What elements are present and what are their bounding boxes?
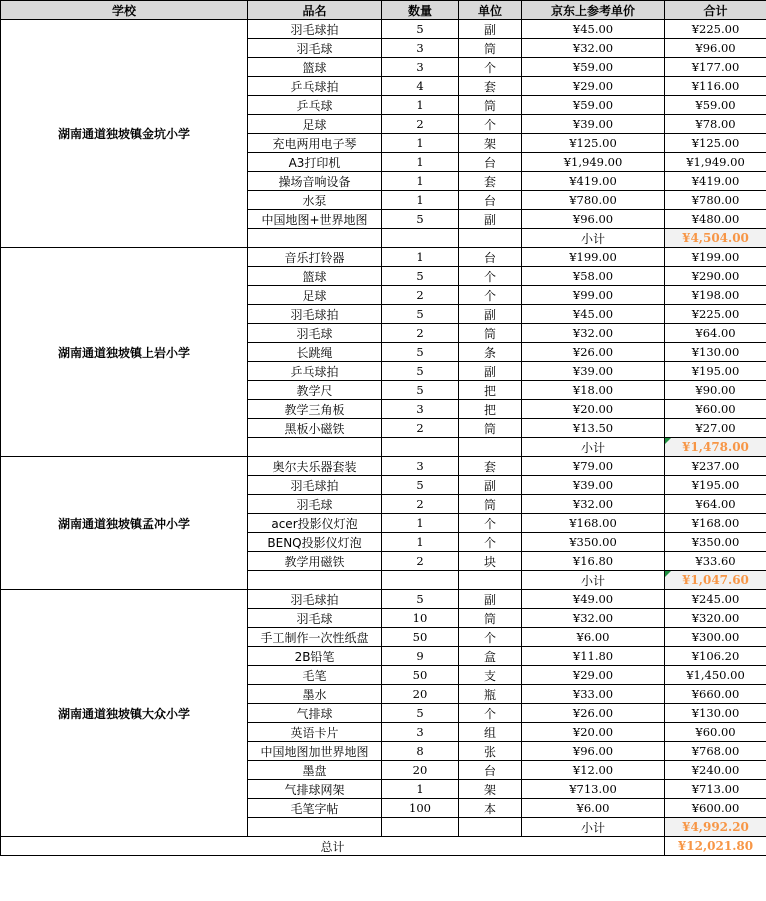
item-name-cell[interactable]: 墨水 (248, 685, 382, 704)
line-total-cell[interactable]: ¥177.00 (665, 58, 766, 77)
item-name-cell[interactable]: 气排球网架 (248, 780, 382, 799)
quantity-cell[interactable]: 9 (382, 647, 459, 666)
unit-cell[interactable]: 盒 (459, 647, 522, 666)
unit-price-cell[interactable]: ¥79.00 (522, 457, 665, 476)
unit-price-cell[interactable]: ¥780.00 (522, 191, 665, 210)
line-total-cell[interactable]: ¥480.00 (665, 210, 766, 229)
unit-price-cell[interactable]: ¥39.00 (522, 115, 665, 134)
subtotal-amount: ¥4,504.00 (682, 231, 749, 245)
subtotal-label[interactable]: 小计 (522, 229, 665, 248)
unit-cell[interactable]: 把 (459, 381, 522, 400)
empty-cell[interactable] (382, 571, 459, 590)
unit-cell[interactable]: 副 (459, 210, 522, 229)
empty-cell[interactable] (248, 229, 382, 248)
item-name-cell[interactable]: 篮球 (248, 267, 382, 286)
unit-price-cell[interactable]: ¥96.00 (522, 210, 665, 229)
unit-price-cell[interactable]: ¥6.00 (522, 799, 665, 818)
unit-cell[interactable]: 条 (459, 343, 522, 362)
subtotal-value[interactable] (665, 818, 766, 837)
line-total-cell[interactable]: ¥125.00 (665, 134, 766, 153)
unit-cell[interactable]: 本 (459, 799, 522, 818)
empty-cell[interactable] (382, 229, 459, 248)
line-total-cell[interactable]: ¥130.00 (665, 704, 766, 723)
unit-price-cell[interactable]: ¥125.00 (522, 134, 665, 153)
unit-cell[interactable]: 套 (459, 172, 522, 191)
line-total-cell[interactable]: ¥78.00 (665, 115, 766, 134)
unit-cell[interactable]: 个 (459, 115, 522, 134)
unit-cell[interactable]: 台 (459, 248, 522, 267)
line-total-cell[interactable]: ¥1,450.00 (665, 666, 766, 685)
table-row (1, 248, 766, 267)
unit-price-cell[interactable]: ¥49.00 (522, 590, 665, 609)
unit-cell[interactable]: 架 (459, 134, 522, 153)
line-total-cell[interactable]: ¥1,949.00 (665, 153, 766, 172)
quantity-cell[interactable]: 2 (382, 495, 459, 514)
unit-price-cell[interactable]: ¥713.00 (522, 780, 665, 799)
line-total-cell[interactable]: ¥350.00 (665, 533, 766, 552)
line-total-cell[interactable]: ¥198.00 (665, 286, 766, 305)
quantity-cell[interactable]: 100 (382, 799, 459, 818)
unit-cell[interactable]: 个 (459, 267, 522, 286)
unit-cell[interactable]: 个 (459, 286, 522, 305)
header-total[interactable]: 合计 (665, 1, 766, 20)
item-name-cell[interactable]: 足球 (248, 286, 382, 305)
unit-price-cell[interactable]: ¥20.00 (522, 723, 665, 742)
subtotal-label[interactable]: 小计 (522, 438, 665, 457)
quantity-cell[interactable]: 5 (382, 210, 459, 229)
unit-price-cell[interactable]: ¥33.00 (522, 685, 665, 704)
line-total-cell[interactable]: ¥60.00 (665, 723, 766, 742)
unit-price-cell[interactable]: ¥11.80 (522, 647, 665, 666)
item-name-cell[interactable]: acer投影仪灯泡 (248, 514, 382, 533)
unit-price-cell[interactable]: ¥29.00 (522, 666, 665, 685)
quantity-cell[interactable]: 3 (382, 400, 459, 419)
item-name-cell[interactable]: 手工制作一次性纸盘 (248, 628, 382, 647)
empty-cell[interactable] (459, 818, 522, 837)
unit-cell[interactable]: 副 (459, 590, 522, 609)
empty-cell[interactable] (459, 571, 522, 590)
quantity-cell[interactable]: 1 (382, 191, 459, 210)
line-total-cell[interactable]: ¥27.00 (665, 419, 766, 438)
line-total-cell[interactable]: ¥195.00 (665, 362, 766, 381)
unit-price-cell[interactable]: ¥58.00 (522, 267, 665, 286)
item-name-cell[interactable]: 黑板小磁铁 (248, 419, 382, 438)
subtotal-label[interactable]: 小计 (522, 571, 665, 590)
unit-price-cell[interactable]: ¥39.00 (522, 362, 665, 381)
unit-price-cell[interactable]: ¥99.00 (522, 286, 665, 305)
table-row (1, 457, 766, 476)
item-name-cell[interactable]: 教学用磁铁 (248, 552, 382, 571)
quantity-cell[interactable]: 5 (382, 20, 459, 39)
quantity-cell[interactable]: 1 (382, 248, 459, 267)
header-item[interactable]: 品名 (248, 1, 382, 20)
line-total-cell[interactable]: ¥419.00 (665, 172, 766, 191)
header-school[interactable]: 学校 (1, 1, 248, 20)
quantity-cell[interactable]: 2 (382, 286, 459, 305)
quantity-cell[interactable]: 2 (382, 419, 459, 438)
empty-cell[interactable] (248, 571, 382, 590)
item-name-cell[interactable]: 乒乓球 (248, 96, 382, 115)
line-total-cell[interactable]: ¥225.00 (665, 305, 766, 324)
empty-cell[interactable] (382, 818, 459, 837)
unit-price-cell[interactable]: ¥20.00 (522, 400, 665, 419)
grand-total-label[interactable]: 总计 (1, 837, 665, 856)
line-total-cell[interactable]: ¥768.00 (665, 742, 766, 761)
empty-cell[interactable] (459, 229, 522, 248)
unit-cell[interactable]: 块 (459, 552, 522, 571)
school-name-cell[interactable]: 湖南通道独坡镇金坑小学 (1, 20, 248, 248)
line-total-cell[interactable]: ¥199.00 (665, 248, 766, 267)
quantity-cell[interactable]: 1 (382, 134, 459, 153)
item-name-cell[interactable]: 羽毛球拍 (248, 590, 382, 609)
unit-price-cell[interactable]: ¥32.00 (522, 324, 665, 343)
table-row (1, 590, 766, 609)
line-total-cell[interactable]: ¥245.00 (665, 590, 766, 609)
unit-cell[interactable]: 筒 (459, 39, 522, 58)
line-total-cell[interactable]: ¥237.00 (665, 457, 766, 476)
item-name-cell[interactable]: 墨盘 (248, 761, 382, 780)
unit-price-cell[interactable]: ¥32.00 (522, 39, 665, 58)
unit-cell[interactable]: 套 (459, 77, 522, 96)
subtotal-label[interactable]: 小计 (522, 818, 665, 837)
line-total-cell[interactable]: ¥780.00 (665, 191, 766, 210)
line-total-cell[interactable]: ¥240.00 (665, 761, 766, 780)
item-name-cell[interactable]: 毛笔 (248, 666, 382, 685)
quantity-cell[interactable]: 3 (382, 58, 459, 77)
school-name-cell[interactable]: 湖南通道独坡镇大众小学 (1, 590, 248, 837)
unit-cell[interactable]: 筒 (459, 324, 522, 343)
item-name-cell[interactable]: 羽毛球拍 (248, 305, 382, 324)
item-name-cell[interactable]: 水泵 (248, 191, 382, 210)
item-name-cell[interactable]: 教学三角板 (248, 400, 382, 419)
cell-comment-marker-icon (665, 438, 671, 444)
empty-cell[interactable] (459, 438, 522, 457)
quantity-cell[interactable]: 5 (382, 381, 459, 400)
unit-price-cell[interactable]: ¥26.00 (522, 343, 665, 362)
line-total-cell[interactable]: ¥225.00 (665, 20, 766, 39)
unit-price-cell[interactable]: ¥59.00 (522, 96, 665, 115)
line-total-cell[interactable]: ¥33.60 (665, 552, 766, 571)
quantity-cell[interactable]: 5 (382, 362, 459, 381)
unit-cell[interactable]: 台 (459, 191, 522, 210)
quantity-cell[interactable]: 1 (382, 96, 459, 115)
item-name-cell[interactable]: 篮球 (248, 58, 382, 77)
unit-price-cell[interactable]: ¥1,949.00 (522, 153, 665, 172)
line-total-cell[interactable]: ¥106.20 (665, 647, 766, 666)
subtotal-value[interactable] (665, 438, 766, 457)
item-name-cell[interactable]: 乒乓球拍 (248, 77, 382, 96)
quantity-cell[interactable]: 50 (382, 628, 459, 647)
quantity-cell[interactable]: 2 (382, 115, 459, 134)
item-name-cell[interactable]: 中国地图+世界地图 (248, 210, 382, 229)
unit-cell[interactable]: 套 (459, 457, 522, 476)
quantity-cell[interactable]: 4 (382, 77, 459, 96)
cell-comment-marker-icon (665, 571, 671, 577)
line-total-cell[interactable]: ¥60.00 (665, 400, 766, 419)
line-total-cell[interactable]: ¥600.00 (665, 799, 766, 818)
unit-price-cell[interactable]: ¥419.00 (522, 172, 665, 191)
unit-cell[interactable]: 筒 (459, 495, 522, 514)
item-name-cell[interactable]: 奥尔夫乐器套装 (248, 457, 382, 476)
item-name-cell[interactable]: 羽毛球 (248, 39, 382, 58)
subtotal-amount: ¥1,047.60 (682, 573, 749, 587)
item-name-cell[interactable]: 羽毛球 (248, 495, 382, 514)
unit-cell[interactable]: 副 (459, 20, 522, 39)
quantity-cell[interactable]: 5 (382, 267, 459, 286)
unit-price-cell[interactable]: ¥59.00 (522, 58, 665, 77)
school-name-cell[interactable]: 湖南通道独坡镇孟冲小学 (1, 457, 248, 590)
item-name-cell[interactable]: 乒乓球拍 (248, 362, 382, 381)
quantity-cell[interactable]: 50 (382, 666, 459, 685)
quantity-cell[interactable]: 3 (382, 723, 459, 742)
line-total-cell[interactable]: ¥300.00 (665, 628, 766, 647)
quantity-cell[interactable]: 5 (382, 476, 459, 495)
header-price[interactable]: 京东上参考单价 (522, 1, 665, 20)
line-total-cell[interactable]: ¥168.00 (665, 514, 766, 533)
header-unit[interactable]: 单位 (459, 1, 522, 20)
line-total-cell[interactable]: ¥90.00 (665, 381, 766, 400)
empty-cell[interactable] (248, 438, 382, 457)
quantity-cell[interactable]: 1 (382, 153, 459, 172)
quantity-cell[interactable]: 5 (382, 590, 459, 609)
line-total-cell[interactable]: ¥713.00 (665, 780, 766, 799)
unit-price-cell[interactable]: ¥45.00 (522, 20, 665, 39)
empty-cell[interactable] (248, 818, 382, 837)
quantity-cell[interactable]: 2 (382, 552, 459, 571)
unit-price-cell[interactable]: ¥45.00 (522, 305, 665, 324)
unit-cell[interactable]: 台 (459, 761, 522, 780)
quantity-cell[interactable]: 10 (382, 609, 459, 628)
unit-price-cell[interactable]: ¥96.00 (522, 742, 665, 761)
unit-cell[interactable]: 副 (459, 305, 522, 324)
item-name-cell[interactable]: 教学尺 (248, 381, 382, 400)
unit-cell[interactable]: 瓶 (459, 685, 522, 704)
unit-cell[interactable]: 筒 (459, 609, 522, 628)
grand-total-row (1, 837, 766, 856)
quantity-cell[interactable]: 2 (382, 324, 459, 343)
unit-cell[interactable]: 个 (459, 533, 522, 552)
item-name-cell[interactable]: 足球 (248, 115, 382, 134)
subtotal-amount: ¥1,478.00 (682, 440, 749, 454)
item-name-cell[interactable]: 操场音响设备 (248, 172, 382, 191)
unit-cell[interactable]: 筒 (459, 96, 522, 115)
unit-price-cell[interactable]: ¥39.00 (522, 476, 665, 495)
quantity-cell[interactable]: 8 (382, 742, 459, 761)
school-name-cell[interactable]: 湖南通道独坡镇上岩小学 (1, 248, 248, 457)
quantity-cell[interactable]: 1 (382, 514, 459, 533)
line-total-cell[interactable]: ¥130.00 (665, 343, 766, 362)
header-row (1, 1, 766, 20)
item-name-cell[interactable]: 羽毛球拍 (248, 20, 382, 39)
unit-cell[interactable]: 个 (459, 704, 522, 723)
table-body (1, 20, 766, 837)
unit-cell[interactable]: 副 (459, 476, 522, 495)
unit-cell[interactable]: 台 (459, 153, 522, 172)
item-name-cell[interactable]: 羽毛球 (248, 324, 382, 343)
unit-price-cell[interactable]: ¥32.00 (522, 609, 665, 628)
unit-price-cell[interactable]: ¥168.00 (522, 514, 665, 533)
quantity-cell[interactable]: 3 (382, 39, 459, 58)
unit-cell[interactable]: 张 (459, 742, 522, 761)
line-total-cell[interactable]: ¥64.00 (665, 495, 766, 514)
item-name-cell[interactable]: 羽毛球 (248, 609, 382, 628)
subtotal-value[interactable] (665, 229, 766, 248)
item-name-cell[interactable]: 音乐打铃器 (248, 248, 382, 267)
unit-price-cell[interactable]: ¥18.00 (522, 381, 665, 400)
line-total-cell[interactable]: ¥195.00 (665, 476, 766, 495)
unit-cell[interactable]: 个 (459, 628, 522, 647)
line-total-cell[interactable]: ¥116.00 (665, 77, 766, 96)
unit-price-cell[interactable]: ¥6.00 (522, 628, 665, 647)
subtotal-amount: ¥4,992.20 (682, 820, 749, 834)
unit-price-cell[interactable]: ¥16.80 (522, 552, 665, 571)
quantity-cell[interactable]: 1 (382, 533, 459, 552)
quantity-cell[interactable]: 20 (382, 685, 459, 704)
item-name-cell[interactable]: 中国地图加世界地图 (248, 742, 382, 761)
line-total-cell[interactable]: ¥660.00 (665, 685, 766, 704)
unit-cell[interactable]: 把 (459, 400, 522, 419)
line-total-cell[interactable]: ¥320.00 (665, 609, 766, 628)
item-name-cell[interactable]: 羽毛球拍 (248, 476, 382, 495)
unit-cell[interactable]: 架 (459, 780, 522, 799)
line-total-cell[interactable]: ¥290.00 (665, 267, 766, 286)
quantity-cell[interactable]: 5 (382, 704, 459, 723)
quantity-cell[interactable]: 5 (382, 305, 459, 324)
unit-price-cell[interactable]: ¥29.00 (522, 77, 665, 96)
unit-cell[interactable]: 副 (459, 362, 522, 381)
unit-cell[interactable]: 筒 (459, 419, 522, 438)
quantity-cell[interactable]: 1 (382, 780, 459, 799)
subtotal-value[interactable] (665, 571, 766, 590)
item-name-cell[interactable]: 毛笔字帖 (248, 799, 382, 818)
unit-price-cell[interactable]: ¥32.00 (522, 495, 665, 514)
empty-cell[interactable] (382, 438, 459, 457)
item-name-cell[interactable]: A3打印机 (248, 153, 382, 172)
unit-cell[interactable]: 组 (459, 723, 522, 742)
line-total-cell[interactable]: ¥96.00 (665, 39, 766, 58)
item-name-cell[interactable]: BENQ投影仪灯泡 (248, 533, 382, 552)
unit-cell[interactable]: 个 (459, 58, 522, 77)
quantity-cell[interactable]: 1 (382, 172, 459, 191)
unit-cell[interactable]: 支 (459, 666, 522, 685)
quantity-cell[interactable]: 3 (382, 457, 459, 476)
item-name-cell[interactable]: 气排球 (248, 704, 382, 723)
quantity-cell[interactable]: 20 (382, 761, 459, 780)
item-name-cell[interactable]: 充电两用电子琴 (248, 134, 382, 153)
quantity-cell[interactable]: 5 (382, 343, 459, 362)
line-total-cell[interactable]: ¥59.00 (665, 96, 766, 115)
unit-price-cell[interactable]: ¥199.00 (522, 248, 665, 267)
unit-price-cell[interactable]: ¥13.50 (522, 419, 665, 438)
header-qty[interactable]: 数量 (382, 1, 459, 20)
grand-total-value[interactable]: ¥12,021.80 (665, 837, 766, 856)
table-row (1, 20, 766, 39)
item-name-cell[interactable]: 长跳绳 (248, 343, 382, 362)
item-name-cell[interactable]: 2B铅笔 (248, 647, 382, 666)
unit-cell[interactable]: 个 (459, 514, 522, 533)
item-name-cell[interactable]: 英语卡片 (248, 723, 382, 742)
line-total-cell[interactable]: ¥64.00 (665, 324, 766, 343)
unit-price-cell[interactable]: ¥12.00 (522, 761, 665, 780)
unit-price-cell[interactable]: ¥26.00 (522, 704, 665, 723)
unit-price-cell[interactable]: ¥350.00 (522, 533, 665, 552)
